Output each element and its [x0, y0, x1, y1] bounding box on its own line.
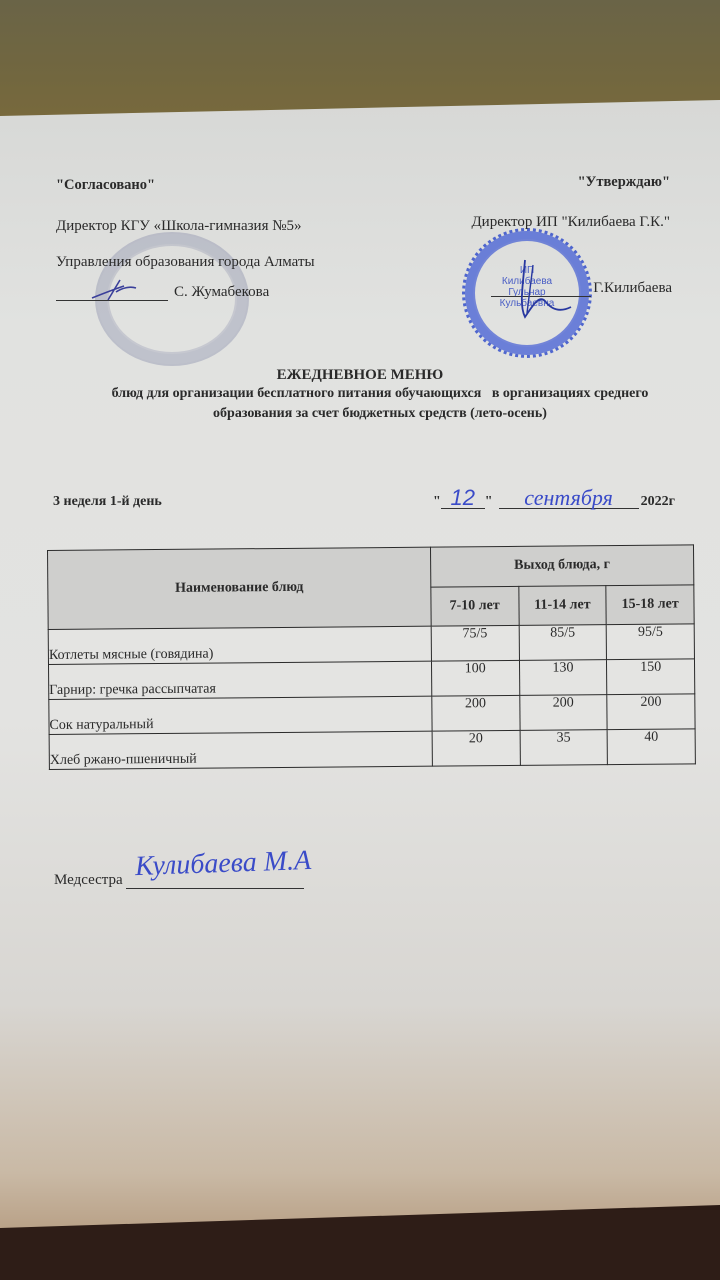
yield-15-18: 200 [607, 694, 695, 730]
header-dish-name: Наименование блюд [48, 547, 431, 629]
stamp-line: Кульбаевна [499, 298, 555, 309]
date-open-quote: " [433, 494, 441, 509]
nurse-handwritten-signature: Кулибаева М.А [134, 844, 312, 883]
yield-11-14: 200 [519, 695, 607, 731]
subtitle-line-2: образования за счет бюджетных средств (лето-осень) [213, 406, 547, 421]
yield-7-10: 20 [432, 730, 520, 766]
approval-left-signature-line [56, 284, 269, 301]
table-row [48, 659, 694, 700]
yield-7-10: 200 [432, 695, 520, 731]
subtitle-line-1: блюд для организации бесплатного питания обучающихся в организациях среднего [111, 386, 649, 401]
yield-11-14: 35 [520, 730, 608, 766]
table-row [49, 729, 695, 770]
approval-left-title: "Согласовано" [56, 177, 156, 193]
menu-table [47, 544, 696, 770]
week-day-label: 3 неделя 1-й день [53, 494, 162, 509]
approval-left-signatory: С. Жумабекова [174, 284, 270, 300]
header-age-15-18: 15-18 лет [606, 584, 694, 624]
document-title: ЕЖЕДНЕВНОЕ МЕНЮ [276, 367, 444, 383]
header-yield: Выход блюда, г [430, 545, 694, 587]
dish-name: Хлеб ржано-пшеничный [49, 731, 432, 769]
approval-left-position: Директор КГУ «Школа-гимназия №5» [56, 218, 302, 234]
dish-name: Сок натуральный [49, 696, 432, 734]
dish-name: Котлеты мясные (говядина) [48, 626, 431, 664]
date-year: 2022г [640, 494, 675, 509]
yield-7-10: 100 [431, 660, 519, 696]
yield-11-14: 130 [519, 660, 607, 696]
stamp-line: ИП [519, 265, 535, 276]
date-day-handwritten: 12 [441, 488, 485, 509]
yield-15-18: 150 [607, 659, 695, 695]
yield-11-14: 85/5 [519, 625, 607, 661]
approval-right-signatory: Г.Килибаева [593, 280, 672, 296]
table-header-row [48, 545, 694, 590]
date-close-quote: " [484, 494, 493, 509]
date-month-handwritten: сентября [499, 488, 639, 509]
yield-15-18: 40 [607, 729, 695, 765]
stamp-line: Гульнар [508, 287, 546, 298]
dish-name: Гарнир: гречка рассыпчатая [48, 661, 431, 699]
date-field [433, 485, 675, 510]
header-age-11-14: 11-14 лет [518, 585, 606, 625]
document-subtitle [40, 384, 720, 424]
stamp-line: Килибаева [501, 276, 553, 287]
approval-left-department: Управления образования города Алматы [56, 254, 315, 270]
table-row [48, 624, 694, 665]
signature-scribble-left-icon [90, 278, 140, 304]
yield-15-18: 95/5 [606, 624, 694, 660]
nurse-label: Медсестра [54, 872, 123, 888]
header-age-7-10: 7-10 лет [431, 586, 519, 626]
table-row [49, 694, 695, 735]
approval-right-position: Директор ИП "Килибаева Г.К." [471, 214, 670, 230]
approval-right-title: "Утверждаю" [577, 174, 670, 190]
signature-scribble-right-icon [515, 255, 575, 325]
yield-7-10: 75/5 [431, 625, 519, 661]
